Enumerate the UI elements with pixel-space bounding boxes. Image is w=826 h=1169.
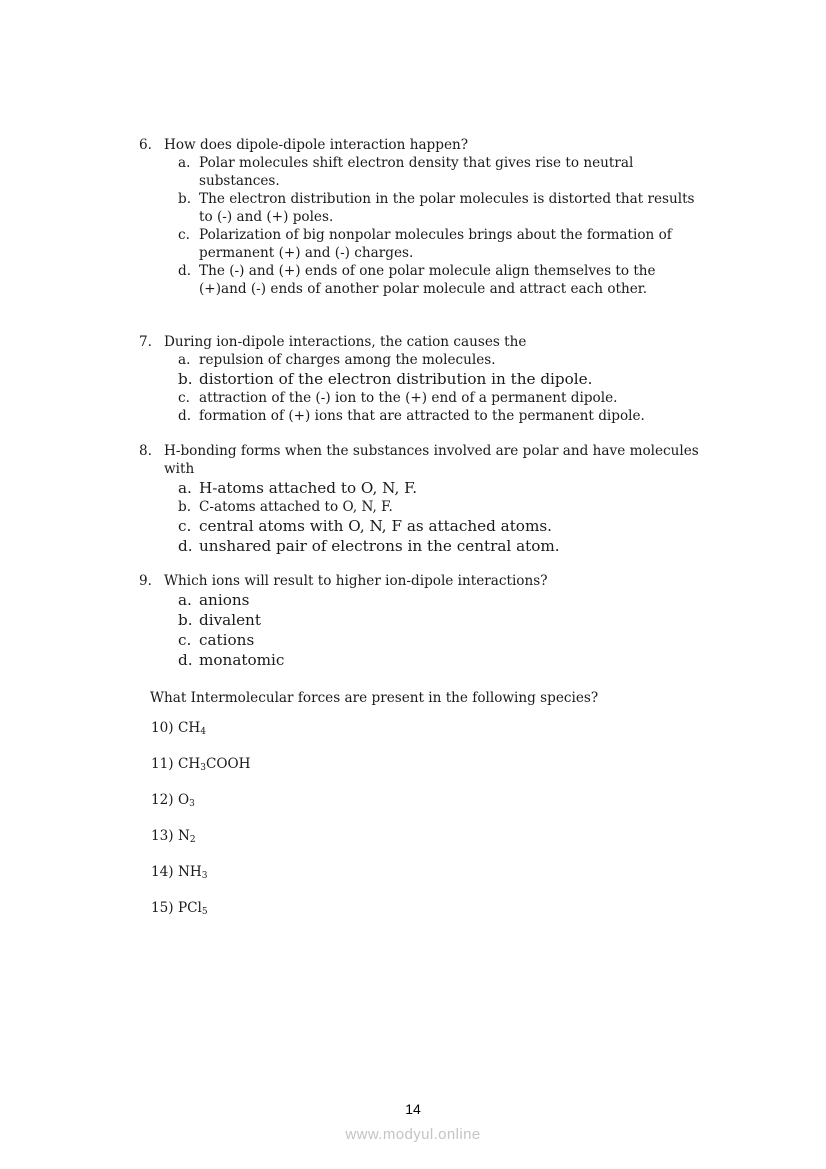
option-letter: a.	[178, 155, 191, 171]
option-c	[178, 389, 699, 407]
option-text: Polarization of big nonpolar molecules brings about the formation of permanent (+) and (-) charges.	[199, 227, 672, 261]
option-letter: c.	[178, 517, 192, 535]
option-text: unshared pair of electrons in the central atom.	[199, 537, 560, 555]
option-text: anions	[199, 591, 250, 609]
option-letter: c.	[178, 390, 190, 406]
option-b	[178, 190, 699, 226]
species-item-12	[151, 791, 195, 813]
watermark: www.modyul.online	[345, 1126, 481, 1143]
option-d	[178, 650, 699, 670]
option-letter: c.	[178, 227, 190, 243]
question-text: During ion-dipole interactions, the cation causes the	[164, 334, 527, 350]
question-text: H-bonding forms when the substances involved are polar and have molecules with	[164, 443, 699, 477]
option-d	[178, 407, 699, 425]
species-item-15	[151, 899, 208, 921]
option-text: The electron distribution in the polar molecules is distorted that results to (-) and (+) poles.	[199, 191, 695, 225]
option-d	[178, 262, 699, 298]
option-b	[178, 498, 699, 516]
option-c	[178, 630, 699, 650]
option-b	[178, 369, 699, 389]
species-formula: $NH_3$	[177, 864, 208, 881]
option-text: monatomic	[199, 651, 285, 669]
question-number: 7.	[139, 334, 152, 350]
species-formula: PCl$_5$	[177, 900, 208, 917]
option-text: formation of (+) ions that are attracted to the permanent dipole.	[199, 408, 645, 424]
species-formula: $N_2$	[177, 828, 196, 845]
option-letter: a.	[178, 591, 192, 609]
option-text: Polar molecules shift electron density that gives rise to neutral substances.	[199, 155, 634, 189]
option-text: The (-) and (+) ends of one polar molecule align themselves to the (+)and (-) ends of another polar molecule and attract each other.	[199, 263, 656, 297]
option-d	[178, 536, 699, 556]
page-number: 14	[405, 1101, 421, 1117]
species-item-14	[151, 863, 207, 885]
option-text: repulsion of charges among the molecules.	[199, 352, 496, 368]
option-a	[178, 478, 699, 498]
option-c	[178, 226, 699, 262]
instruction-text: What Intermolecular forces are present in the following species?	[150, 690, 599, 706]
species-formula: $O_3$	[177, 792, 195, 809]
question-number: 8.	[139, 443, 152, 459]
option-a	[178, 154, 699, 190]
question-6	[139, 136, 699, 298]
species-number: 10)	[151, 720, 174, 736]
option-letter: a.	[178, 352, 191, 368]
species-item-13	[151, 827, 196, 849]
option-text: attraction of the (-) ion to the (+) end of a permanent dipole.	[199, 390, 618, 406]
question-9	[139, 572, 699, 670]
option-text: divalent	[199, 611, 261, 629]
species-number: 15)	[151, 900, 174, 916]
question-8	[139, 442, 699, 556]
question-text: How does dipole-dipole interaction happen?	[164, 137, 469, 153]
option-b	[178, 610, 699, 630]
question-number: 6.	[139, 137, 152, 153]
species-formula: $CH_4$	[177, 720, 206, 737]
species-number: 13)	[151, 828, 174, 844]
option-letter: b.	[178, 611, 193, 629]
option-text: distortion of the electron distribution in the dipole.	[199, 370, 593, 388]
option-letter: d.	[178, 408, 192, 424]
option-letter: b.	[178, 370, 193, 388]
option-letter: a.	[178, 479, 192, 497]
option-text: C-atoms attached to O, N, F.	[199, 499, 393, 515]
question-text: Which ions will result to higher ion-dipole interactions?	[164, 573, 548, 589]
option-a	[178, 351, 699, 369]
option-text: central atoms with O, N, F as attached atoms.	[199, 517, 552, 535]
option-letter: b.	[178, 191, 192, 207]
option-text: H-atoms attached to O, N, F.	[199, 479, 418, 497]
species-formula: $CH_3COOH$	[177, 756, 251, 773]
option-c	[178, 516, 699, 536]
question-number: 9.	[139, 573, 152, 589]
species-number: 11)	[151, 756, 174, 772]
question-7	[139, 333, 699, 425]
option-letter: c.	[178, 631, 192, 649]
option-letter: b.	[178, 499, 192, 515]
option-text: cations	[199, 631, 255, 649]
species-number: 12)	[151, 792, 174, 808]
species-item-11	[151, 755, 250, 777]
option-letter: d.	[178, 263, 192, 279]
species-item-10	[151, 719, 206, 741]
species-number: 14)	[151, 864, 174, 880]
option-a	[178, 590, 699, 610]
option-letter: d.	[178, 651, 193, 669]
option-letter: d.	[178, 537, 193, 555]
